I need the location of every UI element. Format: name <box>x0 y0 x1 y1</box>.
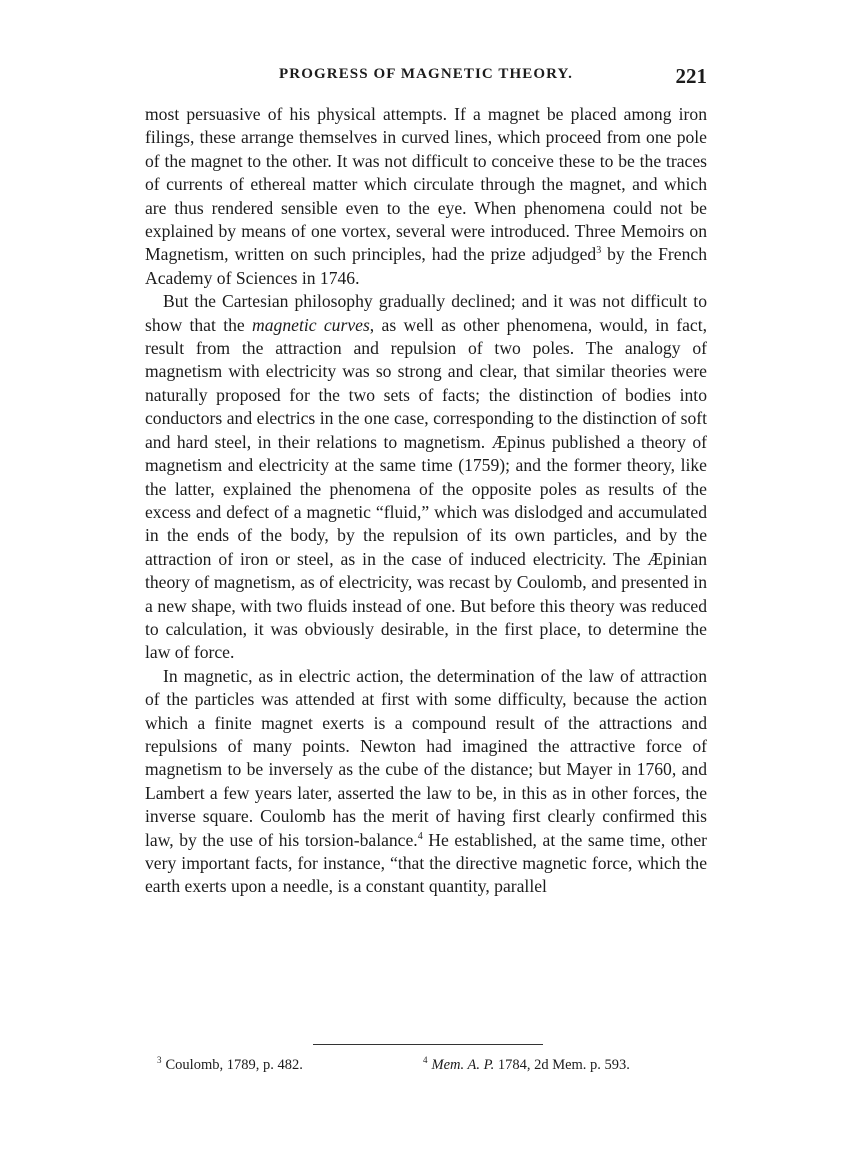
paragraph-text: But the Cartesian philosophy gradually declined; and it was not difficult to show that the <box>145 291 707 335</box>
paragraph-law-of-force <box>145 665 707 899</box>
running-title: PROGRESS OF MAGNETIC THEORY. <box>279 66 573 82</box>
paragraph-text: He established, at the same time, other very important facts, for instance, “that the directive magnetic force, which the earth exerts upon a needle, is a constant quantity, parallel <box>145 829 707 897</box>
footnote-ref: 4 <box>417 830 423 842</box>
footnotes <box>145 1057 707 1077</box>
footnote-marker: 3 <box>157 1055 162 1066</box>
running-head <box>145 64 707 90</box>
page-number: 221 <box>675 64 707 88</box>
footnote-source: Mem. A. P. <box>431 1057 495 1073</box>
footnote-4 <box>423 1057 630 1074</box>
paragraph-cartesian <box>145 290 707 665</box>
footnote-ref: 3 <box>596 245 602 257</box>
footnote-text: Coulomb, 1789, p. 482. <box>165 1057 303 1073</box>
paragraph-text: In magnetic, as in electric action, the determination of the law of attraction of the particles was attended at first with some difficulty, because the action which a finite magnet exerts is a compound result of the attractions and repulsions of many points. Newton had imagined the attractive force of magnetism to be inversely as the cube of the distance; but Mayer in 1760, and Lambert a few years later, asserted the law to be, in this as in other forces, the inverse square. Coulomb has the merit of having first clearly confirmed this law, by the use of his torsion-balance. <box>145 665 707 850</box>
paragraph-text: , as well as other phenomena, would, in fact, result from the attraction and repulsion of two poles. The analogy of magnetism with electricity was so strong and clear, that similar theories were naturally proposed for the two sets of facts; the distinction of bodies into conductors and electrics in the one case, corresponding to the distinction of soft and hard steel, in their relations to magnetism. Æpinus published a theory of magnetism and electricity at the same time (1759); and the former theory, like the latter, explained the phenomena of the opposite poles as results of the excess and defect of a magnetic “fluid,” which was dislodged and accumulated in the ends of the body, by the repulsion of its own particles, and by the attraction of iron or steel, as in the case of induced electricity. The Æpinian theory of magnetism, as of electricity, was recast by Coulomb, and presented in a new shape, with two fluids instead of one. But before this theory was reduced to calculation, it was obviously desirable, in the first place, to determine the law of force. <box>145 314 707 663</box>
footnote-3 <box>157 1057 303 1074</box>
paragraph-continuation <box>145 103 707 290</box>
footnote-divider <box>313 1044 543 1045</box>
footnote-text: 1784, 2d Mem. p. 593. <box>494 1057 630 1073</box>
body-text <box>145 103 707 899</box>
paragraph-text: most persuasive of his physical attempts. If a magnet be placed among iron filings, these arrange themselves in curved lines, which proceed from one pole of the magnet to the other. It was not difficult to conceive these to be the traces of currents of ethereal matter which circulate through the magnet, and which are thus rendered sensible even to the eye. When phenomena could not be explained by means of one vortex, several were introduced. Three Memoirs on Magnetism, written on such principles, had the prize adjudged <box>145 104 707 265</box>
paragraph-text: by the French Academy of Sciences in 1746. <box>145 244 707 288</box>
footnote-marker: 4 <box>423 1055 428 1066</box>
emphasis-text: magnetic curves <box>252 314 370 335</box>
